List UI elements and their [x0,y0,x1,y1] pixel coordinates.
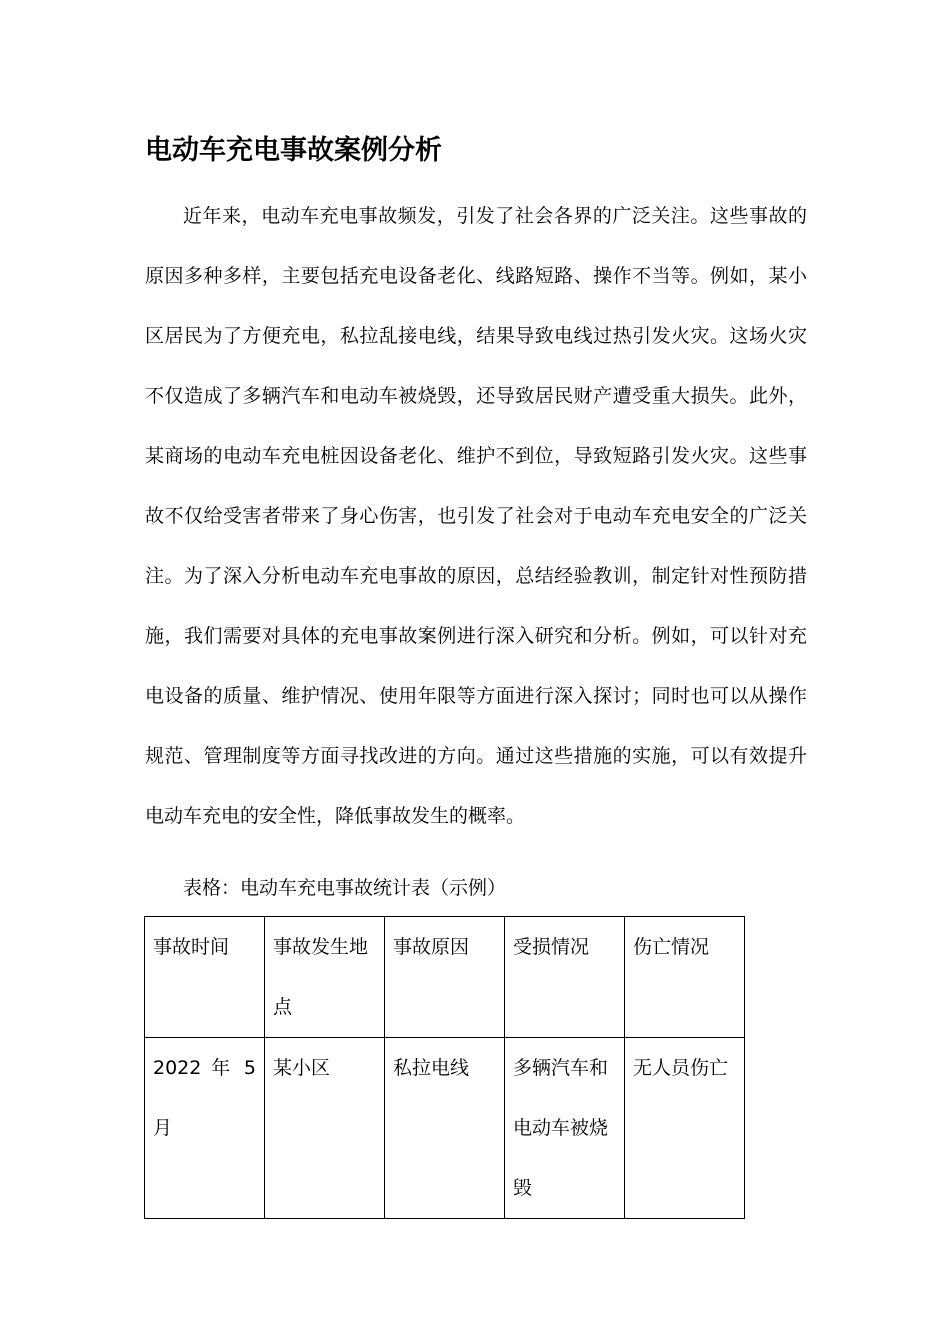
cell-cause: 私拉电线 [385,1038,505,1219]
document-title: 电动车充电事故案例分析 [145,135,442,166]
accident-statistics-table [144,916,745,1219]
header-cell-casualties: 伤亡情况 [625,917,745,1038]
body-paragraph: 近年来，电动车充电事故频发，引发了社会各界的广泛关注。这些事故的原因多种多样，主要包括充电设备老化、线路短路、操作不当等。例如，某小区居民为了方便充电，私拉乱接电线，结果导致电线过热引发火灾。这场火灾不仅造成了多辆汽车和电动车被烧毁，还导致居民财产遭受重大损失。此外，某商场的电动车充电桩因设备老化、维护不到位，导致短路引发火灾。这些事故不仅给受害者带来了身心伤害，也引发了社会对于电动车充电安全的广泛关注。为了深入分析电动车充电事故的原因，总结经验教训，制定针对性预防措施，我们需要对具体的充电事故案例进行深入研究和分析。例如，可以针对充电设备的质量、维护情况、使用年限等方面进行深入探讨；同时也可以从操作规范、管理制度等方面寻找改进的方向。通过这些措施的实施，可以有效提升电动车充电的安全性，降低事故发生的概率。 [145,205,807,827]
cell-location: 某小区 [265,1038,385,1219]
header-cell-time: 事故时间 [145,917,265,1038]
cell-time-line-2: 月 [153,1117,173,1139]
cell-time [145,1038,265,1219]
cell-damage: 多辆汽车和电动车被烧毁 [505,1038,625,1219]
cell-casualties: 无人员伤亡 [625,1038,745,1219]
cell-time-line-1: 2022 年 5 [153,1057,256,1079]
header-cell-location: 事故发生地点 [265,917,385,1038]
table-caption: 表格：电动车充电事故统计表（示例） [183,877,507,899]
table-row [145,1038,745,1219]
header-cell-cause: 事故原因 [385,917,505,1038]
table-header-row [145,917,745,1038]
header-cell-damage: 受损情况 [505,917,625,1038]
